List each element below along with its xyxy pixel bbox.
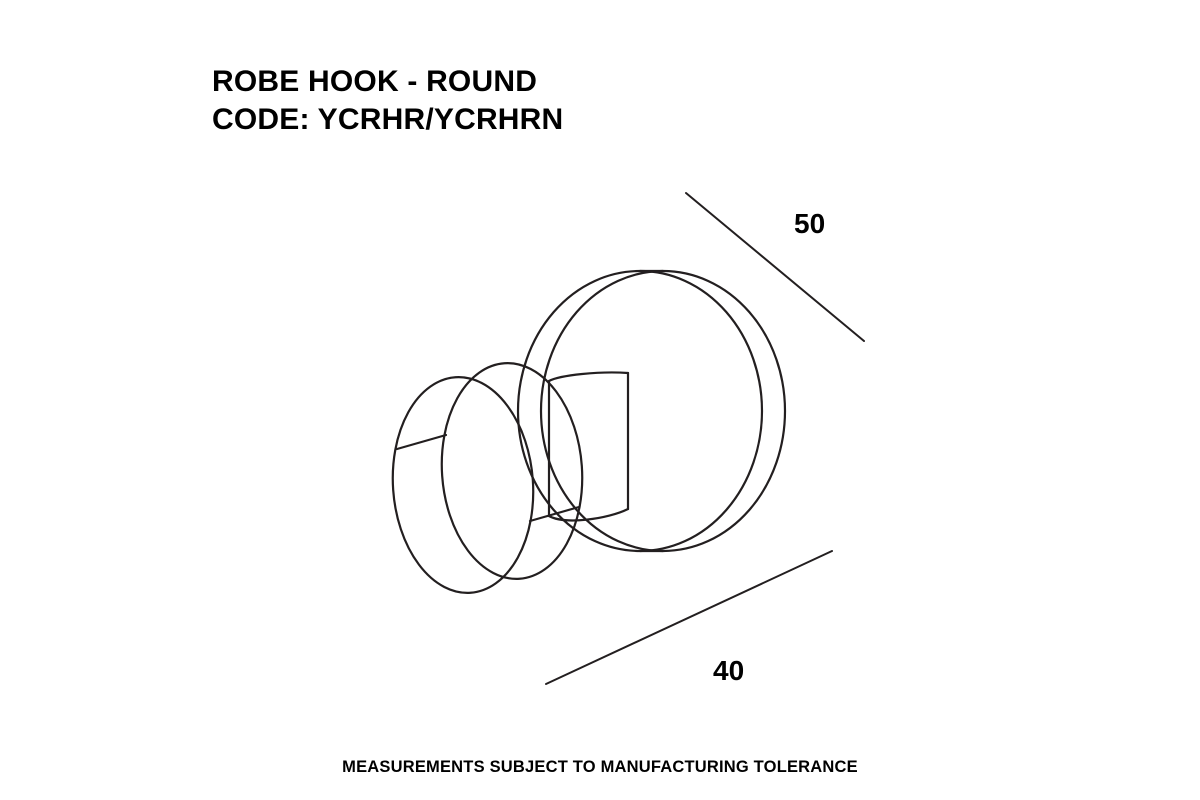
product-code-line: CODE: YCRHR/YCRHRN [212, 102, 564, 136]
dimension-label-depth: 50 [794, 208, 826, 239]
product-name-line: ROBE HOOK - ROUND [212, 65, 538, 98]
dimension-label-diameter: 40 [713, 655, 745, 686]
tolerance-note: MEASUREMENTS SUBJECT TO MANUFACTURING TOLERANCE [342, 758, 858, 776]
